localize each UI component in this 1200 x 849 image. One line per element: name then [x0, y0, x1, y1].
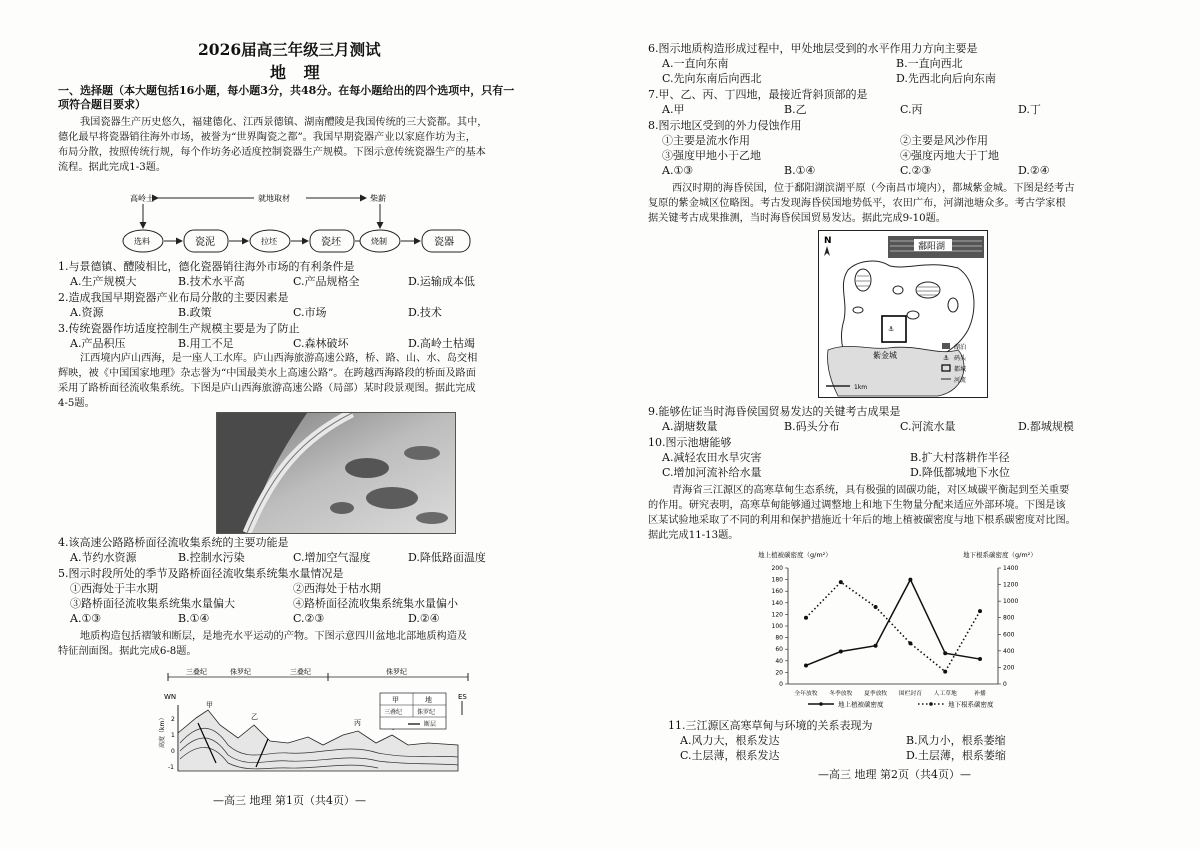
q5-option-d[interactable]: D.②④: [408, 612, 440, 625]
data-point: [908, 641, 912, 645]
legend-jurassic: 侏罗纪: [417, 709, 436, 716]
legend-triassic: 三叠纪: [384, 709, 403, 716]
passage4-line: 复原的紫金城区位略图。考古发现海昏侯国地势低平，农田广布，河湖池塘众多。考古学家根: [648, 198, 1066, 209]
passage2-line: 采用了路桥面径流收集系统。下图是庐山西海旅游高速公路（局部）某时段景观图。据此完成: [58, 383, 476, 394]
data-point: [978, 657, 982, 661]
data-point: [839, 650, 843, 654]
y-tick: -1: [168, 764, 174, 771]
q5-option-a[interactable]: A.①③: [70, 612, 102, 625]
page-footer-1: —高三 地理 第1页（共4页）—: [213, 794, 366, 807]
direction-wn: WN: [164, 693, 177, 701]
passage1-line: 布局分散，按照传统行规，每个作坊务必适度控制瓷器生产规模。下图示意传统瓷器生产的基本: [58, 147, 486, 158]
q11-option-b[interactable]: B.风力小，根系萎缩: [906, 734, 1006, 747]
chart-marks: [804, 578, 982, 674]
lake-label: 鄱阳湖: [918, 242, 946, 252]
q11-option-d[interactable]: D.土层薄，根系萎缩: [906, 749, 1006, 762]
q5-item: ①西海处于丰水期: [70, 582, 158, 595]
passage4-line: 西汉时期的海昏侯国，位于鄱阳湖滨湖平原（今南昌市境内），都城紫金城。下图是经考古: [672, 183, 1075, 194]
q5-item: ②西海处于枯水期: [293, 582, 381, 595]
legend-river: 河流: [954, 377, 967, 384]
direction-es: ES: [458, 693, 467, 701]
series-line-left: [806, 580, 980, 666]
data-point: [874, 605, 878, 609]
q10-option-d[interactable]: D.降低都城地下水位: [910, 466, 1010, 479]
q8-item: ④强度丙地大于丁地: [900, 149, 999, 162]
highway-photo-art: [217, 413, 455, 533]
flow-step: 瓷器: [434, 237, 454, 248]
left-tick-label: 200: [771, 565, 783, 572]
q6-option-b[interactable]: B.一直向西北: [896, 57, 963, 70]
q3-option-c[interactable]: C.森林破坏: [293, 337, 349, 350]
period-label: 三叠纪: [186, 668, 207, 676]
carbon-density-chart: [748, 548, 1048, 714]
q6-option-d[interactable]: D.先西北向后向东南: [896, 72, 996, 85]
q4-option-d[interactable]: D.降低路面温度: [408, 551, 486, 564]
q1-option-a[interactable]: A.生产规模大: [70, 275, 137, 288]
passage2-line: 辉映，被《中国国家地理》杂志誉为“中国最美水上高速公路”。在跨越西海路段的桥面及路面: [58, 368, 476, 379]
q2-option-c[interactable]: C.市场: [293, 306, 327, 319]
x-tick-label: 夏季放牧: [863, 691, 888, 697]
point-jia: 甲: [206, 701, 213, 709]
x-tick-label: 补播: [974, 691, 986, 697]
data-point: [804, 616, 808, 620]
q9-option-c[interactable]: C.河流水量: [900, 420, 956, 433]
y-tick: 2: [171, 716, 175, 723]
exam-title: 2026届高三年级三月测试: [198, 40, 381, 59]
q10-stem: 10.图示池塘能够: [648, 436, 732, 449]
passage1-line: 流程。据此完成1-3题。: [58, 162, 167, 173]
passage5-line: 的作用。研究表明，高寒草甸能够通过调整地上和地下生物量分配来适应外部环境。下图是该: [648, 500, 1066, 511]
q5-item: ③路桥面径流收集系统集水量偏大: [70, 597, 235, 610]
x-tick-label: 人工草地: [933, 691, 957, 697]
period-label: 三叠纪: [290, 668, 311, 676]
svg-text:⚓: ⚓: [943, 354, 950, 362]
q4-option-b[interactable]: B.控制水污染: [178, 551, 245, 564]
scale-label: 1km: [854, 384, 868, 391]
q10-option-c[interactable]: C.增加河流补给水量: [662, 466, 762, 479]
q6-option-a[interactable]: A.一直向东南: [662, 57, 729, 70]
x-tick-label: 围栏封育: [898, 691, 923, 697]
q5-option-c[interactable]: C.②③: [293, 612, 325, 625]
legend-marker: [819, 702, 823, 706]
right-tick-label: 1400: [1003, 565, 1019, 572]
flow-label-firewood: 柴薪: [370, 194, 386, 203]
q7-stem: 7.甲、乙、丙、丁四地，最接近背斜顶部的是: [648, 88, 868, 101]
legend-label: 地上植被碳密度: [838, 700, 884, 709]
geologic-section: [158, 663, 498, 781]
q2-stem: 2.造成我国早期瓷器产业布局分散的主要因素是: [58, 291, 289, 304]
data-point: [908, 578, 912, 582]
data-point: [943, 651, 947, 655]
left-tick-label: 160: [771, 588, 783, 596]
left-tick-label: 180: [771, 576, 783, 584]
q1-option-c[interactable]: C.产品规格全: [293, 275, 360, 288]
x-tick-label: 冬季放牧: [829, 691, 853, 697]
passage1-line: 德化最早将瓷器销往海外市场，被誉为“世界陶瓷之都”。我国早期瓷器产业以家庭作坊为主，: [58, 132, 476, 143]
flow-step: 选料: [134, 237, 150, 246]
passage1-line: 我国瓷器生产历史悠久，福建德化、江西景德镇、湖南醴陵是我国传统的三大瓷都。其中，: [80, 117, 488, 128]
q1-stem: 1.与景德镇、醴陵相比，德化瓷器销往海外市场的有利条件是: [58, 260, 355, 273]
legend-marker: [929, 702, 933, 706]
data-point: [943, 670, 947, 674]
subject-title: 地 理: [270, 63, 326, 82]
legend-header: 甲: [392, 696, 399, 704]
north-arrow: N: [824, 236, 832, 246]
q8-stem: 8.图示地区受到的外力侵蚀作用: [648, 119, 802, 132]
left-tick-label: 40: [775, 657, 783, 665]
right-tick-label: 1000: [1003, 598, 1019, 606]
q2-option-a[interactable]: A.资源: [70, 306, 104, 319]
legend-city: 都城: [954, 366, 967, 373]
passage2-line: 江西境内庐山西海，是一座人工水库。庐山西海旅游高速公路，桥、路、山、水、岛交相: [80, 353, 478, 364]
q7-option-c[interactable]: C.丙: [900, 103, 923, 116]
chart-axes: [772, 565, 1019, 697]
right-tick-label: 600: [1003, 631, 1015, 639]
left-tick-label: 120: [771, 611, 783, 619]
q3-option-d[interactable]: D.高岭土枯竭: [408, 337, 475, 350]
q9-option-a[interactable]: A.湖塘数量: [662, 420, 718, 433]
left-tick-label: 0: [779, 681, 783, 688]
passage4-line: 据关键考古成果推测，当时海昏侯国贸易发达。据此完成9-10题。: [648, 213, 946, 224]
q4-option-c[interactable]: C.增加空气湿度: [293, 551, 371, 564]
q8-option-b[interactable]: B.①④: [784, 164, 816, 177]
q8-option-d[interactable]: D.②④: [1018, 164, 1050, 177]
right-tick-label: 200: [1003, 664, 1015, 672]
q11-stem: 11.三江源区高寒草甸与环境的关系表现为: [668, 719, 873, 732]
data-point: [804, 663, 808, 667]
q4-option-a[interactable]: A.节约水资源: [70, 551, 137, 564]
q10-option-a[interactable]: A.减轻农田水旱灾害: [662, 451, 762, 464]
left-tick-label: 80: [775, 634, 783, 642]
q7-option-b[interactable]: B.乙: [784, 103, 807, 116]
series-line-right: [806, 582, 980, 671]
q11-option-a[interactable]: A.风力大，根系发达: [680, 734, 780, 747]
q2-option-d[interactable]: D.技术: [408, 306, 442, 319]
flow-label-kaolin: 高岭土: [130, 194, 154, 203]
right-tick-label: 400: [1003, 647, 1015, 655]
highway-photo: [216, 412, 456, 534]
point-bing: 丙: [354, 719, 361, 727]
porcelain-flow-diagram: [108, 188, 488, 266]
page-2: [648, 0, 1144, 849]
chart-legend: [808, 700, 994, 709]
q8-item: ①主要是流水作用: [662, 134, 750, 147]
q6-stem: 6.图示地质构造形成过程中，甲处地层受到的水平作用力方向主要是: [648, 42, 978, 55]
right-tick-label: 0: [1003, 681, 1007, 688]
left-tick-label: 140: [771, 599, 783, 607]
right-tick-label: 1200: [1003, 581, 1019, 589]
q7-option-d[interactable]: D.丁: [1018, 103, 1041, 116]
q5-option-b[interactable]: B.①④: [178, 612, 210, 625]
flow-step: 瓷坯: [321, 237, 341, 248]
page-1: [58, 0, 538, 849]
q6-option-c[interactable]: C.先向东南后向西北: [662, 72, 762, 85]
q1-option-b[interactable]: B.技术水平高: [178, 275, 245, 288]
flow-step: 拉坯: [261, 237, 277, 246]
passage3-line: 特征剖面图。据此完成6-8题。: [58, 646, 197, 657]
right-tick-label: 800: [1003, 614, 1015, 622]
flow-label-local: 就地取材: [258, 194, 290, 203]
q11-option-c[interactable]: C.土层薄，根系发达: [680, 749, 780, 762]
passage5-line: 青海省三江源区的高寒草甸生态系统，具有极强的固碳功能，对区域碳平衡起到至关重要: [672, 485, 1070, 496]
q8-item: ②主要是风沙作用: [900, 134, 988, 147]
q4-stem: 4.该高速公路路桥面径流收集系统的主要功能是: [58, 536, 289, 549]
city-label: 紫金城: [873, 351, 897, 360]
passage5-line: 区某试验地采取了不同的利用和保护措施近十年后的地上植被碳密度与地下根系碳密度对比图。: [648, 515, 1076, 526]
q7-option-a[interactable]: A.甲: [662, 103, 685, 116]
page-footer-2: —高三 地理 第2页（共4页）—: [818, 768, 971, 781]
legend-header: 地: [425, 696, 432, 704]
y-axis-label: 高度（km）: [159, 714, 166, 748]
left-tick-label: 20: [775, 669, 783, 677]
section-legend: [380, 693, 446, 729]
passage2-line: 4-5题。: [58, 398, 95, 409]
left-axis-label: 地上植被碳密度（g/m²）: [758, 551, 832, 559]
passage3-line: 地质构造包括褶皱和断层，是地壳水平运动的产物。下图示意四川盆地北部地质构造及: [80, 631, 468, 642]
legend-fault: 断层: [424, 721, 437, 728]
q9-option-b[interactable]: B.码头分布: [784, 420, 840, 433]
q3-option-b[interactable]: B.用工不足: [178, 337, 234, 350]
flow-step: 瓷泥: [195, 237, 215, 248]
point-yi: 乙: [251, 713, 258, 721]
zijin-city-map: [818, 230, 988, 398]
right-axis-label: 地下根系碳密度（g/m²）: [963, 551, 1037, 559]
legend-lake: 湖泊: [954, 344, 967, 351]
flow-step: 烧制: [371, 237, 387, 246]
y-tick: 0: [171, 748, 175, 755]
passage5-line: 据此完成11-13题。: [648, 530, 739, 541]
legend-dock: 码头: [954, 355, 967, 362]
data-point: [874, 644, 878, 648]
period-label: 侏罗纪: [386, 668, 407, 676]
x-tick-label: 全年放牧: [794, 691, 818, 697]
q9-stem: 9.能够佐证当时海昏侯国贸易发达的关键考古成果是: [648, 405, 901, 418]
dock-symbol: ⚓: [888, 325, 895, 333]
q2-option-b[interactable]: B.政策: [178, 306, 212, 319]
y-tick: 1: [171, 732, 175, 739]
q3-option-a[interactable]: A.产品积压: [70, 337, 126, 350]
legend-label: 地下根系碳密度: [948, 700, 994, 709]
q8-item: ③强度甲地小于乙地: [662, 149, 761, 162]
q5-stem: 5.图示时段所处的季节及路桥面径流收集系统集水量情况是: [58, 567, 344, 580]
q1-option-d[interactable]: D.运输成本低: [408, 275, 475, 288]
q5-item: ④路桥面径流收集系统集水量偏小: [293, 597, 458, 610]
q3-stem: 3.传统瓷器作坊适度控制生产规模主要是为了防止: [58, 322, 300, 335]
q10-option-b[interactable]: B.扩大村落耕作半径: [910, 451, 1010, 464]
left-tick-label: 60: [775, 646, 783, 654]
section-heading-2: 项符合题目要求）: [58, 98, 146, 111]
data-point: [839, 580, 843, 584]
data-point: [978, 609, 982, 613]
period-label: 侏罗纪: [230, 668, 251, 676]
left-tick-label: 100: [771, 623, 783, 630]
section-heading-1: 一、选择题（本大题包括16小题，每小题3分，共48分。在每小题给出的四个选项中，只有一: [58, 84, 515, 97]
q8-option-a[interactable]: A.①③: [662, 164, 694, 177]
q9-option-d[interactable]: D.都城规模: [1018, 420, 1074, 433]
q8-option-c[interactable]: C.②③: [900, 164, 932, 177]
